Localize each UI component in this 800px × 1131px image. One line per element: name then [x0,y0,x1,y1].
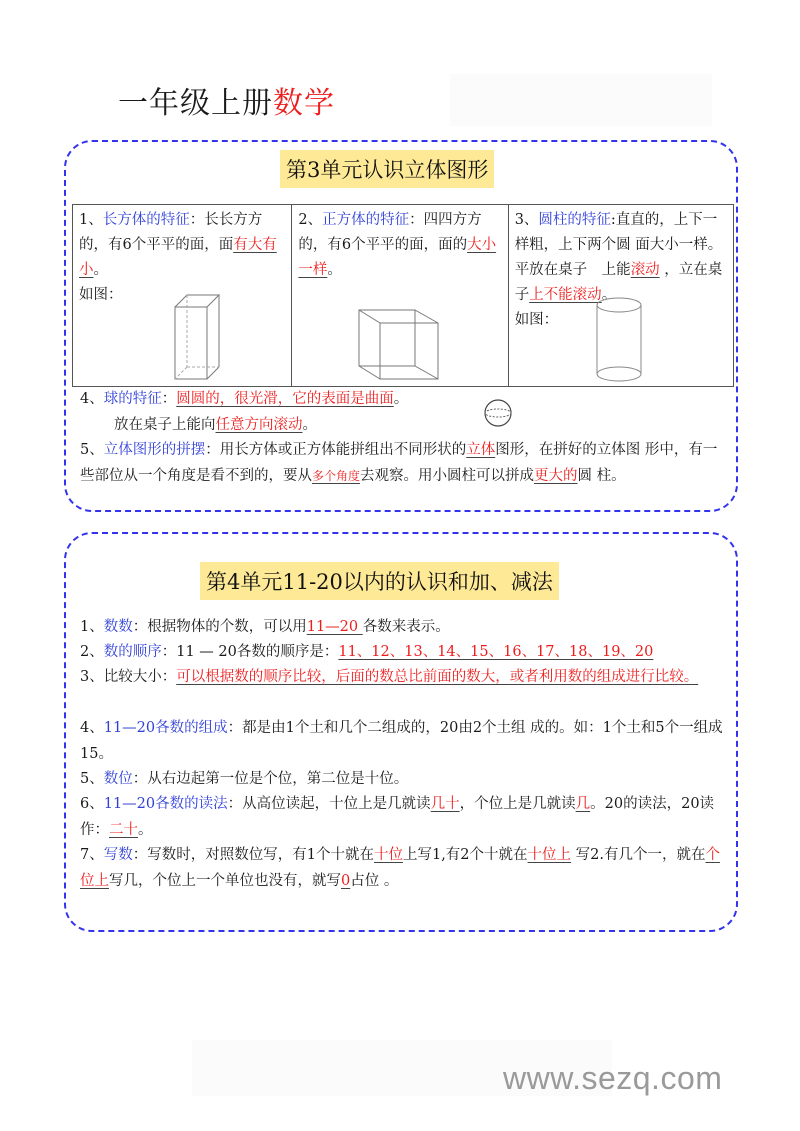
cell-cuboid [73,205,292,386]
unit3-item5 [80,438,725,489]
unit4-item3 [80,665,725,691]
keyword: 球的特征 [103,391,162,407]
keyword: 圆柱的特征 [538,212,611,228]
answer: 多个角度 [312,468,361,483]
figure-label: 如图： [514,312,559,328]
figure-label: 如图： [79,287,123,303]
text: 写2.有几个一，就在 [571,847,706,863]
text: 。 [601,287,617,303]
item-number: 4、 [80,391,104,407]
text: 去观察。用小圆柱可以拼成 [360,467,535,484]
text: ：都是由1个土和几个二组成的，20由2个土组 成的。如：1个土和5个一组成15。 [80,720,723,762]
unit3-item4-line1 [80,387,408,412]
answer: 0 [341,872,351,889]
text: ：根据物体的个数，可以用 [132,619,307,635]
answer: 十位 [373,847,403,863]
text: 。 [93,262,108,278]
answer: 大小一样 [298,237,497,278]
item-number: 3、 [514,212,539,228]
text: 圆 柱。 [577,467,626,484]
text: 比较大小： [103,669,177,685]
text: 。20的读法，20读作： [80,796,715,838]
unit4-item4 [80,716,725,767]
text: 上写1,有2个十就在 [402,847,528,863]
cell-cylinder [509,205,733,386]
answer: 立体 [466,442,496,458]
text: ：从右边起第一位是个位，第二位是十位。 [132,771,409,787]
text: 各数来表示。 [362,619,450,635]
keyword: 数的顺序 [103,644,162,660]
item-number: 2、 [298,212,323,228]
watermark-link[interactable]: www.sezq.com [503,1060,723,1096]
item-number: 1、 [80,619,104,635]
unit4-item2 [80,640,730,666]
answer: 11、12、13、14、15、16、17、18、19、20 [338,644,654,660]
text: 图形，在拼好的立体图 形中，有一些部位从一个角度是看不到的，要从 [80,442,718,484]
answer: 可以根据数的顺序比较，后面的数总比前面的数大，或者利用数的组成进行比较。 [176,669,699,685]
cell-cube [292,205,508,386]
text: 。 [302,417,317,433]
item-number: 5、 [80,771,104,787]
item-number: 3、 [80,669,104,685]
keyword: 数数 [103,619,133,635]
text: 放在桌子上能向 [114,417,216,433]
keyword: 写数 [103,847,133,863]
item-number: 6、 [80,796,104,812]
text: ： [161,391,177,407]
item-number: 5、 [80,442,104,458]
keyword: 长方体的特征 [102,212,190,228]
answer: 11—20 [306,619,363,635]
page-title [118,78,335,122]
answer: 十位上 [527,847,572,863]
text: ，立在桌子 [514,262,723,303]
unit4-item5 [80,767,725,793]
cuboid-icon [173,293,221,383]
text: ：用长方体或正方体能拼组出不同形状的 [205,442,467,458]
text: 写几，个位上一个单位也没有，就写 [109,872,341,889]
answer: 有大有小 [79,237,277,278]
answer: 几十 [430,796,460,812]
answer: 二十 [109,821,138,838]
unit3-header: 第3单元认识立体图形 [280,150,494,188]
unit4-item6 [80,792,725,843]
unit4-item7 [80,843,725,894]
keyword: 11—20各数的组成 [103,720,228,736]
answer: 滚动 [630,262,660,278]
unit3-shape-table [72,204,734,387]
answer: 个位上 [80,847,720,889]
faint-header-block [450,74,712,126]
item-number: 2、 [80,644,104,660]
title-accent: 数学 [273,86,335,121]
keyword: 11—20各数的读法 [103,796,228,812]
text: ：11 — 20各数的顺序是： [161,644,339,660]
keyword: 立体图形的拼摆 [103,442,206,458]
text: :直直的，上下一样粗，上下两个圆 面大小一样。平放在桌子 上能 [514,212,723,278]
text: ：长长方方 的，有6个平平的面，面 [79,212,263,253]
text: 。 [138,821,153,838]
unit4-header: 第4单元11-20以内的认识和加、减法 [200,562,559,600]
answer: 几 [575,796,591,812]
unit3-item4-line2 [114,413,317,438]
text: 。 [393,391,409,407]
answer: 圆圆的，很光滑，它的表面是曲面 [176,391,394,407]
text: ：写数时，对照数位写，有1个十就在 [132,847,374,863]
text: ：四四方方的，有6个平平的面，面的 [298,212,482,253]
sphere-icon [483,398,513,428]
unit4-item1 [80,615,730,641]
text: ：从高位读起，十位上是几就读 [227,796,431,812]
keyword: 正方体的特征 [322,212,410,228]
item-number: 1、 [79,212,103,228]
text: 。 [327,262,342,278]
cylinder-icon [595,297,643,383]
keyword: 数位 [103,771,133,787]
answer: 任意方向滚动 [215,417,303,433]
text: 占位 。 [350,872,399,889]
answer: 更大的 [534,467,578,484]
answer: 上不能滚动 [529,287,602,303]
cube-icon [358,309,440,381]
item-number: 7、 [80,847,104,863]
title-main: 一年级上册 [118,86,273,121]
text: ，个位上是几就读 [459,796,576,812]
item-number: 4、 [80,720,104,736]
